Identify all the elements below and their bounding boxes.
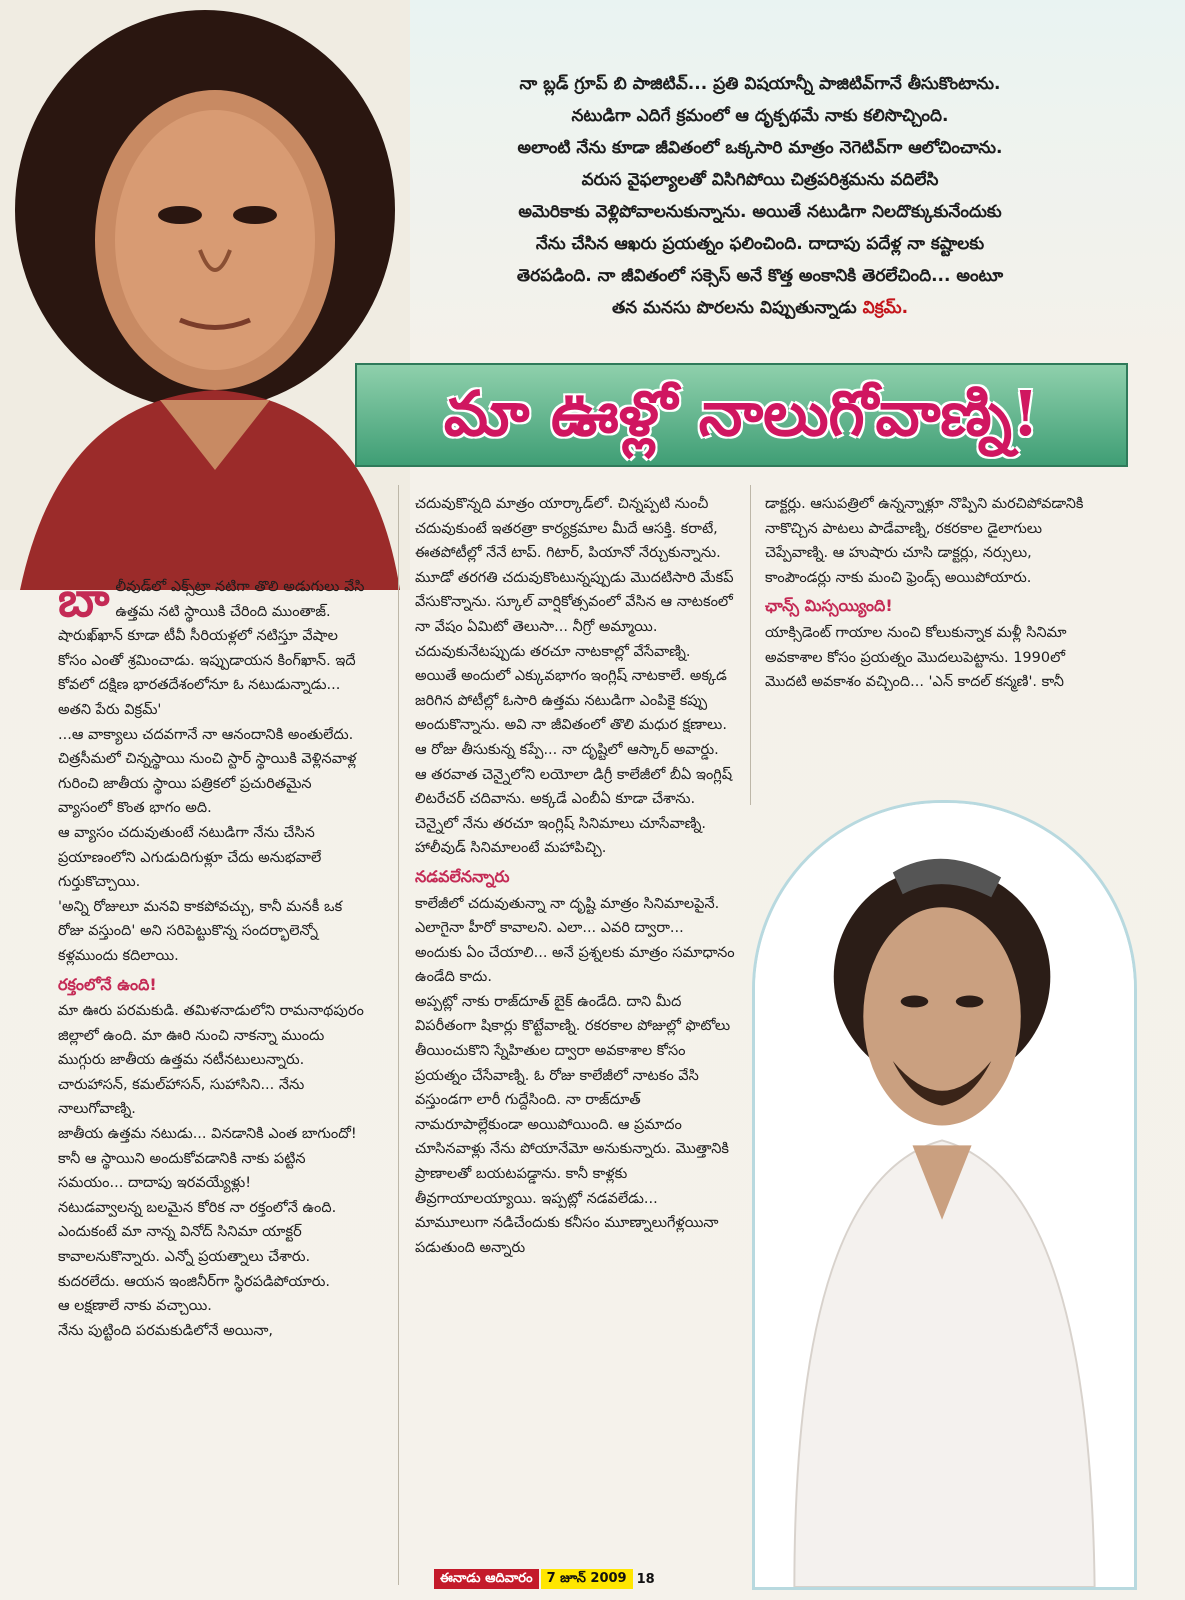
paragraph: జాతీయ ఉత్తమ నటుడు... వినడానికి ఎంత బాగుందో! — [58, 1126, 357, 1143]
paragraph: యాక్సిడెంట్ గాయాల నుంచి కోలుకున్నాక మళ్లీ సినిమా అవకాశాల కోసం ప్రయత్నం మొదలుపెట్టాను. 1990లో మొదటి అవకాశం వచ్చింది... 'ఎన్ కాదల్ కన్మణి'. కానీ — [765, 624, 1067, 691]
paragraph — [58, 572, 368, 723]
actor-name: విక్రమ్. — [862, 298, 909, 318]
subheading: ఛాన్స్ మిస్సయ్యింది! — [765, 596, 893, 616]
paragraph: చారుహాసన్, కమల్‌హాసన్, సుహాసిని... నేను నాలుగోవాణ్ని. — [58, 1076, 305, 1118]
intro-line: వరుస వైఫల్యాలతో విసిగిపోయి చిత్రపరిశ్రమను వదిలేసి — [581, 170, 939, 190]
paragraph: ...ఆ వాక్యాలు చదవగానే నా ఆనందానికి అంతులేదు. చిత్రసీమలో చిన్నస్థాయి నుంచి స్టార్ స్థాయికి వెళ్లినవాళ్ల గురించి జాతీయ స్థాయి పత్రికలో ప్రచురితమైన వ్యాసంలో కొంత భాగం అది. — [58, 726, 357, 817]
paragraph: అప్పట్లో నాకు రాజ్‌దూత్ బైక్ ఉండేది. దాని మీద విపరీతంగా షికార్లు కొట్టేవాణ్ని. రకరకాల పోజుల్లో ఫొటోలు తీయించుకొని స్నేహితుల ద్వారా అవకాశాల కోసం ప్రయత్నం చేసేవాణ్ని. ఓ రోజు కాలేజీలో నాటకం వేసి వస్తుండగా లారీ గుద్దేసింది. నా రాజ్‌దూత్ నామరూపాల్లేకుండా అయిపోయింది. ఆ ప్రమాదం చూసినవాళ్లు నేను పోయానేమో అనుకున్నారు. మొత్తానికి ప్రాణాలతో బయటపడ్డాను. కానీ కాళ్లకు తీవ్రగాయాలయ్యాయి. ఇప్పట్లో నడవలేడు... మామూలుగా నడిచేందుకు కనీసం మూణ్నాలుగేళ్లయినా పడుతుంది అన్నారు — [415, 993, 731, 1256]
article-column-2 — [415, 492, 735, 1260]
paragraph: మా ఊరు పరమకుడి. తమిళనాడులోని రామనాథపురం జిల్లాలో ఉంది. మా ఊరి నుంచి నాకన్నా ముందు ముగ్గురు జాతీయ ఉత్తమ నటీనటులున్నారు. — [58, 1003, 364, 1069]
actor-portrait-top — [0, 0, 410, 590]
paragraph: డాక్టర్లు. ఆసుపత్రిలో ఉన్నన్నాళ్లూ నొప్పిని మరచిపోవడానికి నాకొచ్చిన పాటలు పాడేవాణ్ని, రకరకాల డైలాగులు చెప్పేవాణ్ని. ఆ హుషారు చూసి డాక్టర్లు, నర్సులు, కాంపౌండర్లు నాకు మంచి ఫ్రెండ్స్ అయిపోయారు. — [765, 496, 1084, 586]
column-divider — [750, 485, 751, 805]
intro-text — [395, 68, 1125, 324]
intro-line: నా బ్లడ్ గ్రూప్ బి పాజిటివ్... ప్రతి విషయాన్నీ పాజిటివ్‌గానే తీసుకొంటాను. — [519, 74, 1001, 94]
paragraph-text: లీవుడ్‌లో ఎక్స్‌ట్రా నటిగా తొలి అడుగులు వేసి ఉత్తమ నటి స్థాయికి చేరింది ముంతాజ్. షారుఖ్‌ఖాన్ కూడా టీవీ సీరియళ్లలో నటిస్తూ వేషాల కోసం ఎంతో శ్రమించాడు. ఇప్పుడాయన కింగ్‌ఖాన్. ఇదే కోవలో దక్షిణ భారతదేశంలోనూ ఓ నటుడున్నాడు... అతని పేరు విక్రమ్' — [58, 579, 365, 718]
paragraph: 'అన్ని రోజులూ మనవి కాకపోవచ్చు, కానీ మనకీ ఒక రోజు వస్తుంది' అని సరిపెట్టుకొన్న సందర్భాలెన్నో కళ్లముందు కదిలాయి. — [58, 898, 343, 964]
column-divider — [398, 485, 399, 1585]
paragraph: మూడో తరగతి చదువుకొంటున్నప్పుడు మొదటిసారి మేకప్ వేసుకొన్నాను. స్కూల్ వార్షికోత్సవంలో వేసిన ఆ నాటకంలో నా వేషం ఏమిటో తెలుసా... నీగ్రో అమ్మాయి. — [415, 569, 734, 635]
portrait-bottom-illustration — [755, 803, 1134, 1587]
portrait-top-illustration — [0, 0, 410, 590]
page-footer — [434, 1569, 659, 1589]
intro-line: నేను చేసిన ఆఖరు ప్రయత్నం ఫలించింది. దాదాపు పదేళ్ల నా కష్టాలకు — [535, 234, 985, 254]
page-number: 18 — [636, 1571, 655, 1587]
publication-name: ఈనాడు ఆదివారం — [434, 1569, 539, 1589]
paragraph: కానీ ఆ స్థాయిని అందుకోవడానికి నాకు పట్టిన సమయం... దాదాపు ఇరవయ్యేళ్లు! — [58, 1150, 306, 1192]
paragraph: నేను పుట్టింది పరమకుడిలోనే అయినా, — [58, 1322, 274, 1339]
article-column-3 — [765, 492, 1085, 695]
subheading: రక్తంలోనే ఉంది! — [58, 974, 157, 994]
paragraph: ఆ తరవాత చెన్నైలోని లయోలా డిగ్రీ కాలేజీలో బీఏ ఇంగ్లిష్ లిటరేచర్ చదివాను. అక్కడే ఎంబీఏ కూడా చేశాను. చెన్నైలో నేను తరచూ ఇంగ్లిష్ సినిమాలు చూసేవాణ్ని. హాలీవుడ్ సినిమాలంటే మహాపిచ్చి. — [415, 766, 733, 857]
drop-cap: బా — [58, 572, 110, 628]
headline-banner — [355, 363, 1128, 467]
intro-line: నటుడిగా ఎదిగే క్రమంలో ఆ దృక్పథమే నాకు కలిసొచ్చింది. — [571, 106, 949, 126]
paragraph: ఆ వ్యాసం చదువుతుంటే నటుడిగా నేను చేసిన ప్రయాణంలోని ఎగుడుదిగుళ్లూ చేదు అనుభవాలే గుర్తుకొచ్చాయి. — [58, 824, 322, 891]
intro-line: అలాంటి నేను కూడా జీవితంలో ఒక్కసారి మాత్రం నెగెటివ్‌గా ఆలోచించాను. — [517, 138, 1003, 158]
actor-portrait-bottom — [752, 800, 1137, 1590]
intro-line: తెరపడింది. నా జీవితంలో సక్సెస్ అనే కొత్త అంకానికి తెరలేచింది... అంటూ — [516, 266, 1004, 286]
paragraph: నటుడవ్వాలన్న బలమైన కోరిక నా రక్తంలోనే ఉంది. ఎందుకంటే మా నాన్న వినోద్ సినిమా యాక్టర్ కావాలనుకొన్నారు. ఎన్నో ప్రయత్నాలు చేశారు. కుదరలేదు. ఆయన ఇంజినీర్‌గా స్థిరపడిపోయారు. — [58, 1199, 337, 1290]
intro-last-line — [395, 292, 1125, 324]
intro-last-text: తన మనసు పొరలను విప్పుతున్నాడు — [611, 298, 857, 318]
subheading: నడవలేనన్నారు — [415, 866, 510, 886]
article-column-1 — [58, 572, 368, 1343]
paragraph: చదువుకొన్నది మాత్రం యార్కాడ్‌లో. చిన్నప్పటి నుంచీ చదువుకుంటే ఇతరత్రా కార్యక్రమాల మీదే ఆసక్తి. కరాటే, ఈతపోటీల్లో నేనే టాప్. గిటార్, పియానో నేర్చుకున్నాను. — [415, 496, 721, 562]
issue-date: 7 జూన్ 2009 — [541, 1569, 633, 1589]
paragraph: చదువుకునేటప్పుడు తరచూ నాటకాల్లో వేసేవాణ్ని. అయితే అందులో ఎక్కువభాగం ఇంగ్లిష్ నాటకాలే. అక్కడ జరిగిన పోటీల్లో ఓసారి ఉత్తమ నటుడిగా ఎంపికై కప్పు అందుకొన్నాను. అవి నా జీవితంలో తొలి మధుర క్షణాలు. ఆ రోజు తీసుకున్న కప్పే... నా దృష్టిలో ఆస్కార్ అవార్డు. — [415, 643, 727, 758]
intro-line: అమెరికాకు వెళ్లిపోవాలనుకున్నాను. అయితే నటుడిగా నిలదొక్కుకునేందుకు — [518, 202, 1002, 222]
paragraph: ఆ లక్షణాలే నాకు వచ్చాయి. — [58, 1298, 212, 1315]
paragraph: కాలేజీలో చదువుతున్నా నా దృష్టి మాత్రం సినిమాలపైనే. ఎలాగైనా హీరో కావాలని. ఎలా... ఎవరి ద్వారా... అందుకు ఏం చేయాలి... అనే ప్రశ్నలకు మాత్రం సమాధానం ఉండేది కాదు. — [415, 895, 735, 986]
headline: మా ఊళ్లో నాలుగోవాణ్ని! — [443, 377, 1040, 450]
